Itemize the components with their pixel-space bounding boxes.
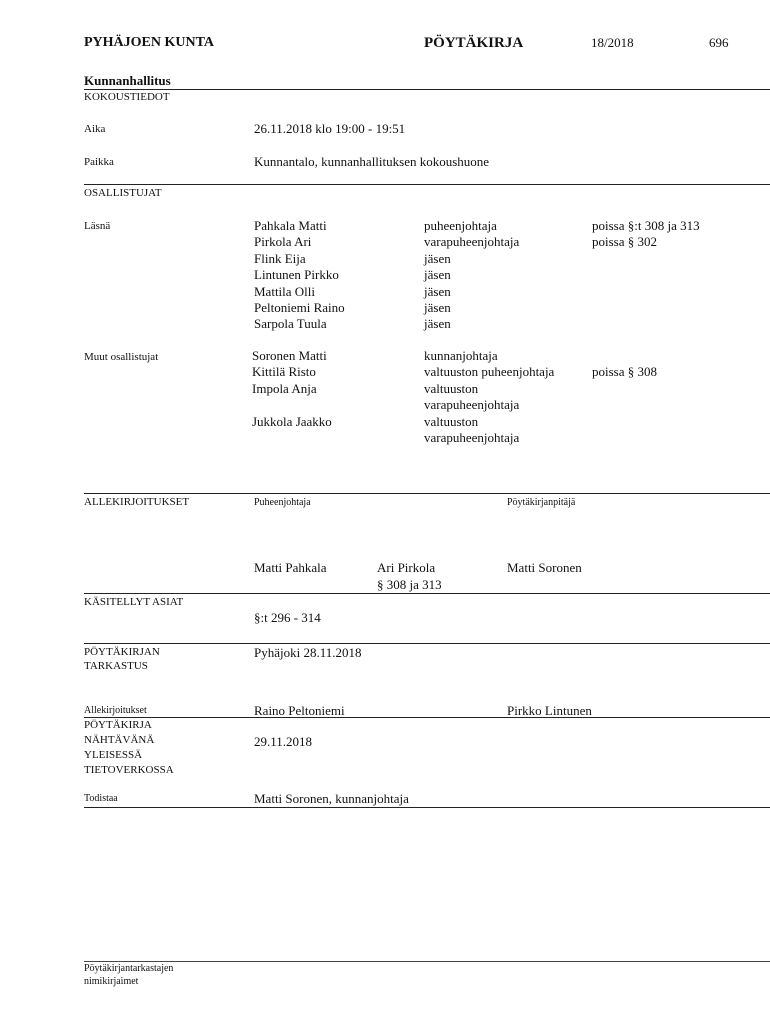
footer-divider [84, 961, 770, 962]
participant-name [252, 430, 332, 446]
participant-name: Impola Anja [252, 380, 317, 396]
divider [84, 807, 770, 808]
participant-name: Lintunen Pirkko [254, 267, 339, 283]
participant-name: Jukkola Jaakko [252, 413, 332, 429]
present-roles [424, 218, 519, 333]
section-items: KÄSITELLYT ASIAT [84, 596, 184, 608]
secretary-label: Pöytäkirjanpitäjä [507, 497, 576, 508]
section-review-line2: TARKASTUS [84, 660, 148, 672]
public-line4: TIETOVERKOSSA [84, 764, 174, 776]
participant-note: poissa §:t 308 ja 313 [592, 218, 700, 233]
participant-note [592, 348, 657, 364]
participant-role: varapuheenjohtaja [424, 234, 520, 250]
participant-role: valtuuston puheenjohtaja [424, 364, 555, 380]
time-value: 26.11.2018 klo 19:00 - 19:51 [254, 121, 406, 136]
chair-name: Matti Pahkala [254, 560, 327, 575]
participant-role: jäsen [424, 267, 451, 283]
participant-name: Pirkola Ari [254, 234, 312, 250]
reviewer-1: Raino Peltoniemi [254, 703, 345, 718]
divider [84, 593, 770, 594]
other-notes [592, 348, 657, 381]
place-label: Paikka [84, 156, 114, 168]
vice-chair-note: § 308 ja 313 [377, 577, 442, 592]
vice-chair-name: Ari Pirkola [377, 560, 436, 575]
participant-name: Mattila Olli [254, 283, 316, 299]
certify-label: Todistaa [84, 793, 118, 804]
time-label: Aika [84, 123, 106, 135]
secretary-name: Matti Soronen [507, 560, 582, 575]
divider [84, 717, 770, 718]
other-names [252, 348, 332, 446]
divider [84, 643, 770, 644]
participant-role: jäsen [424, 283, 451, 299]
participant-role: kunnanjohtaja [424, 348, 498, 363]
other-participants-label: Muut osallistujat [84, 351, 159, 363]
participant-name: Peltoniemi Raino [254, 299, 345, 315]
footer-line1: Pöytäkirjantarkastajen [84, 963, 174, 974]
section-meeting-info: KOKOUSTIEDOT [84, 91, 170, 103]
public-line1: PÖYTÄKIRJA [84, 719, 152, 731]
document-number: 18/2018 [591, 35, 634, 50]
reviewer-2: Pirkko Lintunen [507, 703, 592, 718]
participant-name: Kittilä Risto [252, 364, 316, 380]
present-notes [592, 218, 700, 251]
participant-role: jäsen [424, 316, 451, 332]
participant-name: Flink Eija [254, 250, 306, 266]
section-review-line1: PÖYTÄKIRJAN [84, 646, 160, 658]
footer-line2: nimikirjaimet [84, 976, 139, 987]
divider [84, 184, 770, 185]
participant-role: varapuheenjohtaja [424, 429, 520, 445]
participant-role: varapuheenjohtaja [424, 397, 520, 413]
present-label: Läsnä [84, 220, 111, 232]
municipality-name: PYHÄJOEN KUNTA [84, 35, 215, 50]
divider [84, 89, 770, 90]
section-participants: OSALLISTUJAT [84, 187, 162, 199]
participant-role: valtuuston [424, 380, 479, 396]
participant-name [252, 397, 332, 413]
document-type: PÖYTÄKIRJA [424, 35, 524, 51]
page-number: 696 [709, 35, 729, 50]
public-line2: NÄHTÄVÄNÄ [84, 734, 155, 746]
other-roles [424, 348, 554, 446]
participant-role: valtuuston [424, 413, 479, 429]
public-value: 29.11.2018 [254, 734, 313, 749]
place-value: Kunnantalo, kunnanhallituksen kokoushuone [254, 154, 490, 169]
participant-name: Pahkala Matti [254, 218, 327, 233]
present-names [254, 218, 345, 333]
review-signatures-label: Allekirjoitukset [84, 705, 147, 716]
section-signatures: ALLEKIRJOITUKSET [84, 496, 190, 508]
divider [84, 493, 770, 494]
participant-role: jäsen [424, 299, 451, 315]
participant-note: poissa § 302 [592, 234, 657, 250]
items-value: §:t 296 - 314 [254, 610, 321, 625]
participant-name: Sarpola Tuula [254, 316, 327, 332]
participant-role: jäsen [424, 250, 451, 266]
public-line3: YLEISESSÄ [84, 749, 143, 761]
certify-value: Matti Soronen, kunnanjohtaja [254, 791, 409, 806]
participant-name: Soronen Matti [252, 348, 327, 363]
chair-label: Puheenjohtaja [254, 497, 311, 508]
body-name: Kunnanhallitus [84, 73, 171, 88]
participant-role: puheenjohtaja [424, 218, 497, 233]
participant-note: poissa § 308 [592, 364, 657, 380]
review-value: Pyhäjoki 28.11.2018 [254, 645, 362, 660]
